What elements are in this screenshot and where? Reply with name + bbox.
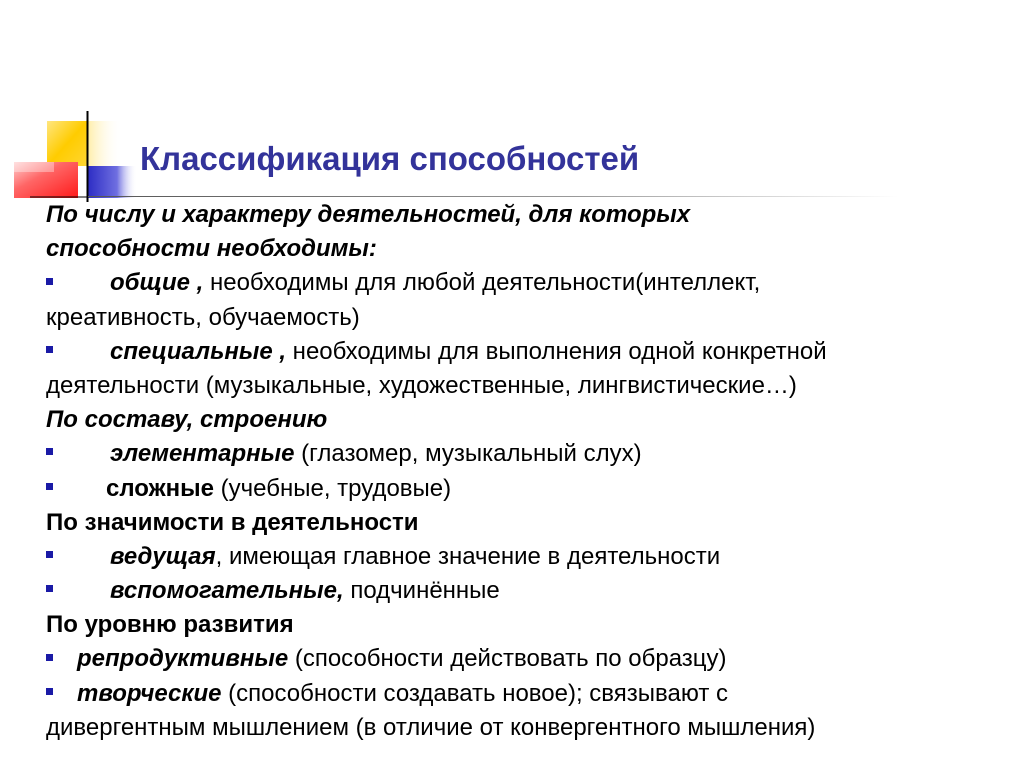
list-item-continuation: дивергентным мышлением (в отличие от конвергентного мышления) [46, 713, 816, 741]
deco-blue-rectangle [87, 166, 137, 198]
bullet-icon [46, 448, 53, 455]
bullet-icon [46, 346, 53, 353]
slide-body [46, 198, 996, 745]
item-term: творческие [77, 679, 222, 707]
deco-yellow-square [47, 121, 87, 166]
list-item [46, 574, 996, 608]
deco-red-shine [14, 162, 54, 172]
slide-title: Классификация способностей [140, 140, 640, 177]
list-item-continuation: деятельности (музыкальные, художественные, лингвистические…) [46, 371, 797, 399]
item-term: репродуктивные [77, 645, 289, 673]
section-heading-activity-line2: способности необходимы: [46, 235, 377, 263]
deco-yellow-fade [87, 121, 122, 166]
list-item [46, 642, 996, 676]
bullet-icon [46, 483, 53, 490]
item-text: (способности действовать по образцу) [288, 645, 727, 673]
item-text: подчинённые [343, 577, 500, 605]
bullet-icon [46, 585, 53, 592]
list-item-continuation: креативность, обучаемость) [46, 303, 360, 331]
section-heading-activity-line1: По числу и характеру деятельностей, для которых [46, 201, 691, 228]
item-text: , имеющая главное значение в деятельности [215, 542, 721, 570]
list-item [46, 335, 996, 369]
item-text: (способности создавать новое); связывают с [221, 679, 728, 707]
list-item [46, 677, 996, 711]
item-text: (глазомер, музыкальный слух) [294, 440, 642, 468]
item-term: ведущая [110, 542, 216, 570]
list-item [46, 540, 996, 574]
slide-decoration [0, 0, 140, 210]
item-term: общие , [110, 269, 204, 297]
section-heading-level: По уровню развития [46, 611, 294, 639]
section-heading-significance: По значимости в деятельности [46, 508, 419, 536]
title-underline [88, 196, 898, 197]
bullet-icon [46, 688, 53, 695]
bullet-icon [46, 551, 53, 558]
item-term: сложные [106, 474, 214, 502]
item-term: специальные , [110, 337, 287, 365]
list-item [46, 437, 996, 471]
item-text: необходимы для любой деятельности(интеллект, [203, 269, 761, 297]
item-term: элементарные [110, 440, 295, 468]
section-heading-structure: По составу, строению [46, 406, 328, 434]
list-item [46, 472, 996, 506]
item-term: вспомогательные, [110, 577, 344, 605]
bullet-icon [46, 278, 53, 285]
list-item [46, 266, 996, 300]
item-text: необходимы для выполнения одной конкретной [286, 337, 827, 365]
item-text: (учебные, трудовые) [213, 474, 452, 502]
bullet-icon [46, 654, 53, 661]
